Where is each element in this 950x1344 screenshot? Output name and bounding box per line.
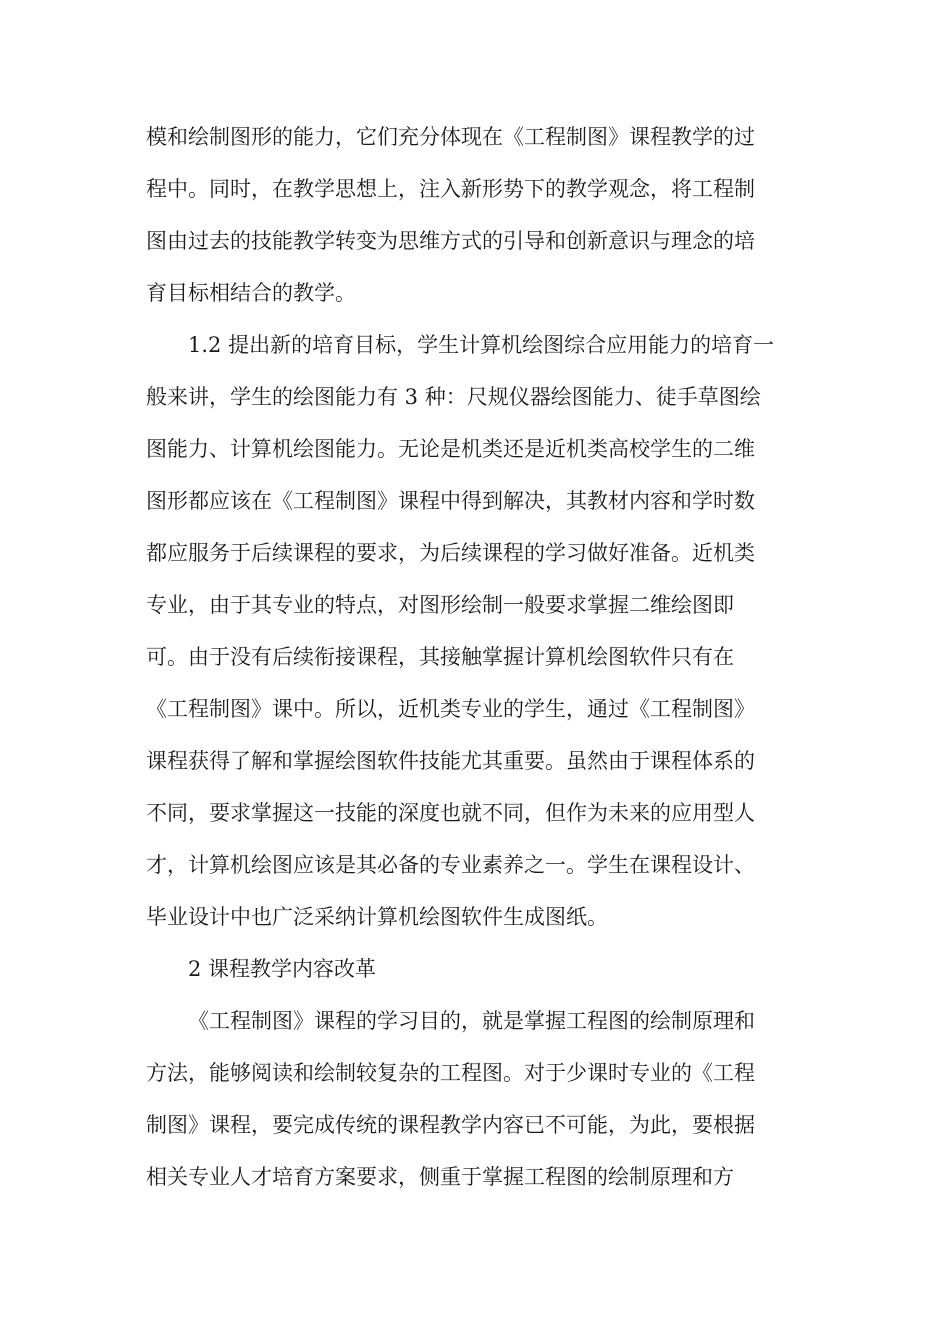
text-line: 图形都应该在《工程制图》课程中得到解决，其教材内容和学时数	[146, 489, 755, 513]
text-line: 毕业设计中也广泛采纳计算机绘图软件生成图纸。	[146, 905, 608, 929]
text-line: 都应服务于后续课程的要求，为后续课程的学习做好准备。近机类	[146, 541, 755, 565]
text-line: 般来讲，学生的绘图能力有 3 种：尺规仪器绘图能力、徒手草图绘	[146, 385, 761, 409]
text-line: 图由过去的技能教学转变为思维方式的引导和创新意识与理念的培	[146, 229, 755, 253]
section-heading-2: 2 课程教学内容改革	[188, 957, 377, 981]
text-line: 《工程制图》课程的学习目的，就是掌握工程图的绘制原理和	[188, 1009, 755, 1033]
text-line: 课程获得了解和掌握绘图软件技能尤其重要。虽然由于课程体系的	[146, 749, 755, 773]
text-line: 才，计算机绘图应该是其必备的专业素养之一。学生在课程设计、	[146, 853, 755, 877]
section-heading-1-2: 1.2 提出新的培育目标，学生计算机绘图综合应用能力的培育一	[188, 333, 775, 357]
text-line: 相关专业人才培育方案要求，侧重于掌握工程图的绘制原理和方	[146, 1165, 734, 1189]
text-line: 程中。同时，在教学思想上，注入新形势下的教学观念，将工程制	[146, 177, 755, 201]
text-line: 方法，能够阅读和绘制较复杂的工程图。对于少课时专业的《工程	[146, 1061, 755, 1085]
text-line: 专业，由于其专业的特点，对图形绘制一般要求掌握二维绘图即	[146, 593, 734, 617]
text-line: 制图》课程，要完成传统的课程教学内容已不可能，为此，要根据	[146, 1113, 755, 1137]
text-line: 育目标相结合的教学。	[146, 281, 356, 305]
text-line: 《工程制图》课中。所以，近机类专业的学生，通过《工程制图》	[146, 697, 755, 721]
text-line: 模和绘制图形的能力，它们充分体现在《工程制图》课程教学的过	[146, 125, 755, 149]
text-line: 图能力、计算机绘图能力。无论是机类还是近机类高校学生的二维	[146, 437, 755, 461]
text-line: 不同，要求掌握这一技能的深度也就不同，但作为未来的应用型人	[146, 801, 755, 825]
text-line: 可。由于没有后续衔接课程，其接触掌握计算机绘图软件只有在	[146, 645, 734, 669]
